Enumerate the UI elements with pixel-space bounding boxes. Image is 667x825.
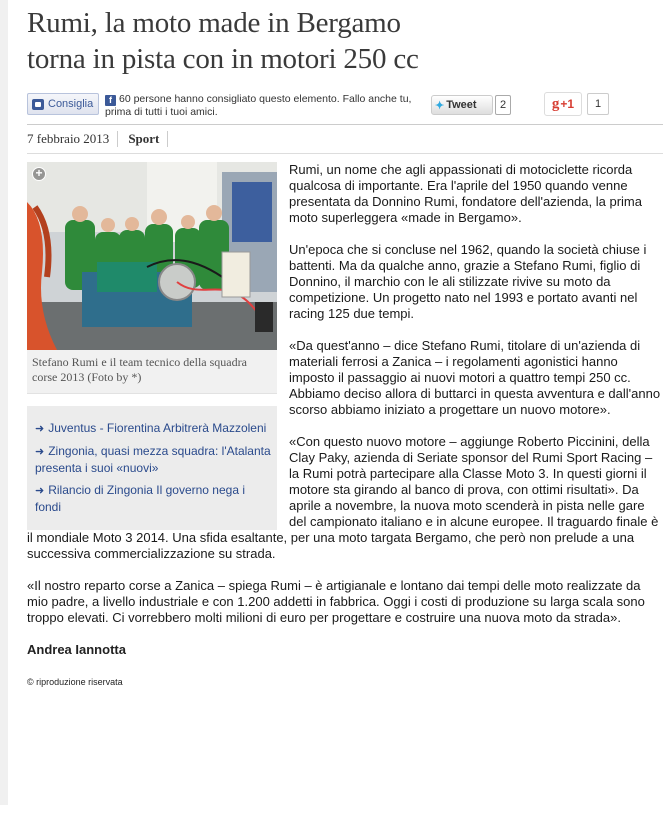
facebook-like-label: Consiglia — [48, 98, 94, 110]
photo-caption: Stefano Rumi e il team tecnico della squadra corse 2013 (Foto by *) — [27, 350, 277, 394]
facebook-like-button[interactable] — [27, 93, 99, 115]
arrow-right-icon: ➜ — [35, 485, 45, 497]
facebook-like-text — [105, 93, 435, 119]
related-articles-box — [27, 406, 277, 530]
article-date: 7 febbraio 2013 — [27, 131, 118, 147]
tweet-label: Tweet — [446, 99, 477, 111]
article-content — [27, 162, 663, 690]
left-margin-rule — [0, 0, 8, 805]
article-headline — [27, 5, 663, 77]
zoom-plus-icon[interactable]: + — [32, 167, 46, 181]
article-paragraph: «Con questo nuovo motore – aggiunge Roberto Piccinini, della Clay Paky, azienda di Seriate sponsor del Rumi Sport Racing – la Rumi potrà partecipare alla Classe Moto 3. In questi giorni il motore sta girando al banco di prova, con ottimi risultati». Da aprile a novembre, la nuova moto scenderà in pista nelle gare del campionato italiano e in alcune europee. Il traguardo finale è il mondiale Moto 3 2014. Una sfida esaltante, per una moto targata Bergamo, che però non prelude a una successiva commercializzazione su strada. — [27, 434, 659, 561]
twitter-bird-icon: ✦ — [435, 99, 445, 112]
thumbs-up-icon — [32, 99, 44, 110]
google-plus-label: +1 — [560, 97, 575, 111]
arrow-right-icon: ➜ — [35, 423, 45, 435]
copyright-notice: © riproduzione riservata — [27, 677, 123, 687]
related-article-title: Zingonia, quasi mezza squadra: l'Atalanta presenta i suoi «nuovi» — [35, 444, 271, 475]
article-paragraph: «Il nostro reparto corse a Zanica – spiega Rumi – è artigianale e lontano dai tempi delle moto realizzate da mio padre, a livello industriale e con 1.200 addetti in fabbrica. Oggi i costi di produzione su larga scala sono troppo elevati. Ci vorrebbero molti milioni di euro per progettare e costruire una nuova moto da strada». — [27, 578, 645, 625]
related-article-link[interactable] — [35, 443, 271, 476]
article-sidebar — [27, 162, 277, 530]
related-article-link[interactable] — [35, 420, 271, 437]
google-plus-button[interactable] — [544, 92, 582, 116]
team-photo-illustration — [27, 162, 277, 350]
article-paragraph: «Da quest'anno – dice Stefano Rumi, titolare di un'azienda di materiali ferrosi a Zanica – i regolamenti agonistici hanno imposto il passaggio ai nuovi motori a quattro tempi 250 cc. Abbiamo deciso allora di buttarci in questa avventura e dall'anno scorso abbiamo iniziato a progettare un nuovo motore». — [289, 338, 661, 417]
related-article-title: Juventus - Fiorentina Arbitrerà Mazzoleni — [48, 421, 267, 435]
headline-line-2: torna in pista con in motori 250 cc — [27, 43, 419, 75]
google-g-icon: g — [551, 95, 560, 112]
headline-line-1: Rumi, la moto made in Bergamo — [27, 7, 401, 39]
facebook-like-count-text: 60 persone hanno consigliato questo elemento. Fallo anche tu, prima di tutti i tuoi amici. — [105, 93, 412, 118]
article-meta-bar — [27, 124, 663, 154]
related-article-title: Rilancio di Zingonia Il governo nega i fondi — [35, 483, 246, 514]
article-photo[interactable] — [27, 162, 277, 350]
social-share-bar — [27, 90, 663, 124]
related-article-link[interactable] — [35, 482, 271, 515]
arrow-right-icon: ➜ — [35, 446, 45, 458]
article-paragraph: Un'epoca che si concluse nel 1962, quando la società chiuse i battenti. Ma da qualche anno, grazie a Stefano Rumi, figlio di Donnino, il marchio con le ali stilizzate rivive su moto da competizione. Un progetto nato nel 1993 e portato avanti nel racing 125 due tempi. — [289, 242, 647, 321]
article-paragraph: Rumi, un nome che agli appassionati di motociclette ricorda qualcosa di importante. Era l'aprile del 1950 quando venne presentata da Donnino Rumi, fondatore dell'azienda, la prima moto superleggera «made in Bergamo». — [289, 162, 642, 225]
article-section-link[interactable]: Sport — [118, 131, 168, 147]
facebook-icon: f — [105, 95, 116, 106]
tweet-count: 2 — [495, 95, 511, 115]
tweet-button[interactable] — [431, 95, 493, 115]
google-plus-count: 1 — [587, 93, 609, 115]
article-author: Andrea Iannotta — [27, 642, 126, 657]
article-page — [27, 0, 663, 690]
